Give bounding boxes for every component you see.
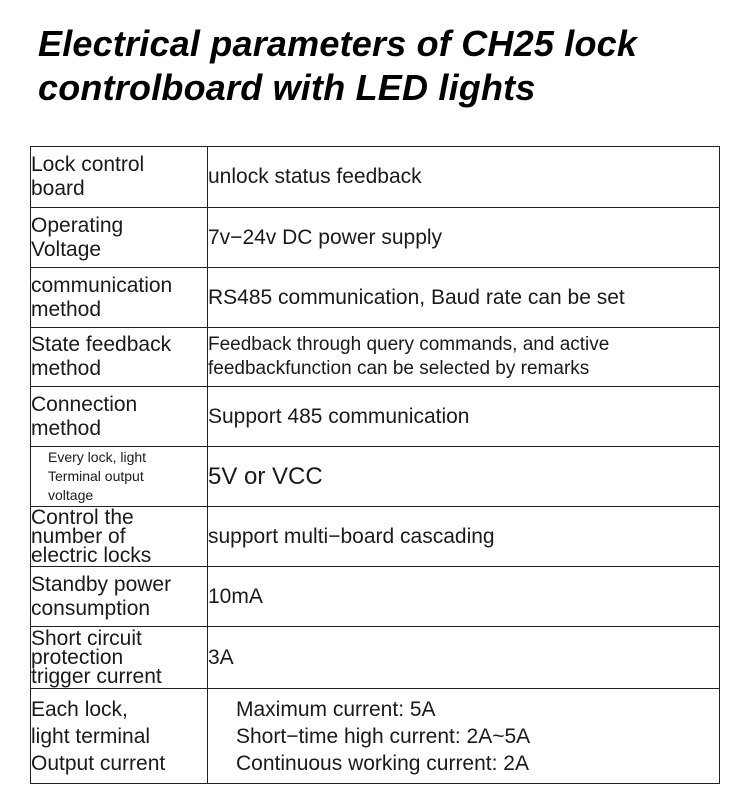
row-label xyxy=(31,147,208,208)
row-label xyxy=(31,627,208,689)
row-label xyxy=(31,689,208,784)
table-row xyxy=(31,689,720,784)
row-label xyxy=(31,567,208,627)
value-line: support multi−board cascading xyxy=(208,524,495,548)
label-line: Each lock, xyxy=(31,697,128,721)
title-line-2: controlboard with LED lights xyxy=(38,67,536,108)
table-row xyxy=(31,387,720,447)
label-line: Short circuit xyxy=(31,627,142,650)
label-line: board xyxy=(31,177,85,200)
row-value xyxy=(208,507,720,567)
label-line: method xyxy=(31,357,102,380)
row-value xyxy=(208,328,720,387)
row-label xyxy=(31,507,208,567)
row-value xyxy=(208,268,720,328)
label-line: State feedback xyxy=(31,333,172,356)
value-line: 5V or VCC xyxy=(208,462,323,490)
row-value xyxy=(208,689,720,784)
title-line-1: Electrical parameters of CH25 lock xyxy=(38,23,638,64)
label-line: electric locks xyxy=(31,544,152,567)
label-line: light terminal xyxy=(31,724,151,748)
row-label xyxy=(31,387,208,447)
table-row xyxy=(31,208,720,268)
row-value xyxy=(208,208,720,268)
row-label xyxy=(31,208,208,268)
value-line: 3A xyxy=(208,645,234,669)
label-line: number of xyxy=(31,525,126,548)
value-line: RS485 communication, Baud rate can be set xyxy=(208,285,625,309)
row-value xyxy=(208,447,720,507)
row-value xyxy=(208,147,720,208)
label-line: Terminal output xyxy=(48,468,144,484)
value-line: Short−time high current: 2A~5A xyxy=(236,724,531,748)
value-line: 10mA xyxy=(208,584,263,608)
table-row xyxy=(31,268,720,328)
row-value xyxy=(208,567,720,627)
value-line: Maximum current: 5A xyxy=(236,697,436,721)
label-line: Output current xyxy=(31,751,166,775)
value-line: Support 485 communication xyxy=(208,404,470,428)
value-line: 7v−24v DC power supply xyxy=(208,225,443,249)
parameters-table xyxy=(30,146,720,784)
value-line: feedbackfunction can be selected by remarks xyxy=(208,358,590,379)
page-title xyxy=(38,22,728,110)
label-line: voltage xyxy=(48,487,94,503)
row-label xyxy=(31,447,208,507)
label-line: Operating xyxy=(31,213,124,237)
label-line: communication xyxy=(31,273,173,297)
table-row xyxy=(31,507,720,567)
row-label xyxy=(31,328,208,387)
label-line: consumption xyxy=(31,596,151,620)
label-line: Connection xyxy=(31,392,138,416)
table-row xyxy=(31,447,720,507)
table-row xyxy=(31,567,720,627)
value-line: unlock status feedback xyxy=(208,165,422,188)
label-line: Every lock, light xyxy=(48,449,147,465)
label-line: protection xyxy=(31,646,124,669)
label-line: Lock control xyxy=(31,153,145,176)
value-line: Feedback through query commands, and active xyxy=(208,334,610,355)
row-label xyxy=(31,268,208,328)
table-row xyxy=(31,328,720,387)
label-line: Voltage xyxy=(31,237,102,261)
label-line: Control the xyxy=(31,506,134,529)
table-row xyxy=(31,627,720,689)
label-line: method xyxy=(31,416,102,440)
table-row xyxy=(31,147,720,208)
row-value xyxy=(208,627,720,689)
label-line: method xyxy=(31,297,102,321)
label-line: Standby power xyxy=(31,572,172,596)
row-value xyxy=(208,387,720,447)
value-line: Continuous working current: 2A xyxy=(236,751,529,775)
label-line: trigger current xyxy=(31,665,162,688)
